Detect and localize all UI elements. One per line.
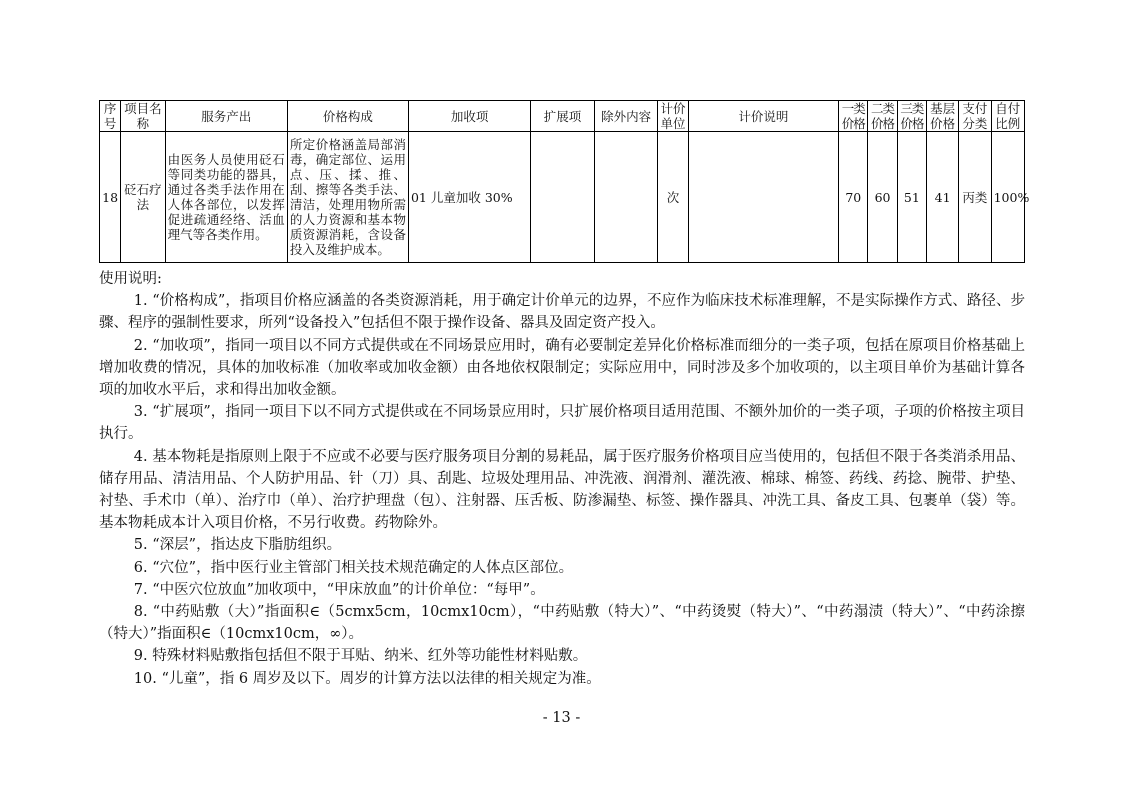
cell-price-composition: 所定价格涵盖局部消毒，确定部位、运用点、压、揉、推、刮、擦等各类手法、清洁，处理用物所需的人力资源和基本物质资源消耗，含设备投入及维护成本。 xyxy=(287,132,408,263)
note-item: 7. “中医穴位放血”加收项中，“甲床放血”的计价单位：“每甲”。 xyxy=(133,581,545,598)
table-row xyxy=(100,132,1025,263)
header-exclusion: 除外内容 xyxy=(594,101,658,132)
cell-payment-category: 丙类 xyxy=(959,132,991,263)
table-header-row xyxy=(100,101,1025,132)
usage-notes-heading: 使用说明: xyxy=(99,271,162,287)
cell-service-output: 由医务人员使用砭石等同类功能的器具，通过各类手法作用在人体各部位，以发挥促进疏通经络、活血理气等各类作用。 xyxy=(165,132,287,263)
note-item: 3. “扩展项”，指同一项目下以不同方式提供或在不同场景应用时，只扩展价格项目适用范围、不额外加价的一类子项，子项的价格按主项目执行。 xyxy=(99,404,1025,443)
cell-surcharge: 01 儿童加收 30% xyxy=(408,132,530,263)
header-price-class1: 一类价格 xyxy=(839,101,868,132)
usage-notes xyxy=(99,268,1025,690)
header-price-class3: 三类价格 xyxy=(897,101,926,132)
cell-price-class1: 70 xyxy=(839,132,868,263)
cell-index: 18 xyxy=(100,132,121,263)
note-item: 1. “价格构成”，指项目价格应涵盖的各类资源消耗，用于确定计价单元的边界，不应作为临床技术标准理解，不是实际操作方式、路径、步骤、程序的强制性要求，所列“设备投入”包括但不限于操作设备、器具及固定资产投入。 xyxy=(99,293,1025,332)
cell-pricing-note xyxy=(688,132,838,263)
header-surcharge: 加收项 xyxy=(408,101,530,132)
cell-price-class2: 60 xyxy=(868,132,897,263)
note-item: 4. 基本物耗是指原则上限于不应或不必要与医疗服务项目分割的易耗品，属于医疗服务价格项目应当使用的，包括但不限于各类消杀用品、储存用品、清洁用品、个人防护用品、针（刀）具、刮匙、垃圾处理用品、冲洗液、润滑剂、灌洗液、棉球、棉签、药线、药捻、腕带、护垫、衬垫、手术巾（单）、治疗巾（单）、治疗护理盘（包）、注射器、压舌板、防渗漏垫、标签、操作器具、冲洗工具、备皮工具、包裹单（袋）等。基本物耗成本计入项目价格，不另行收费。药物除外。 xyxy=(99,448,1025,532)
header-price-composition: 价格构成 xyxy=(287,101,408,132)
header-unit: 计价单位 xyxy=(658,101,688,132)
cell-exclusion xyxy=(594,132,658,263)
cell-price-class3: 51 xyxy=(897,132,926,263)
page-number: - 13 - xyxy=(542,710,581,726)
header-service-output: 服务产出 xyxy=(165,101,287,132)
pricing-table xyxy=(99,100,1030,263)
note-item: 5. “深层”，指达皮下脂肪组织。 xyxy=(133,537,342,554)
header-index: 序号 xyxy=(100,101,121,132)
note-item: 9. 特殊材料贴敷指包括但不限于耳贴、纳米、红外等功能性材料贴敷。 xyxy=(133,648,588,665)
cell-unit: 次 xyxy=(658,132,688,263)
cell-price-basic: 41 xyxy=(926,132,958,263)
header-payment-category: 支付分类 xyxy=(959,101,991,132)
cell-self-pay-ratio: 100% xyxy=(991,132,1024,263)
note-item: 10. “儿童”，指 6 周岁及以下。周岁的计算方法以法律的相关规定为准。 xyxy=(133,670,601,687)
header-price-basic: 基层价格 xyxy=(926,101,958,132)
header-self-pay-ratio: 自付比例 xyxy=(991,101,1024,132)
header-extension: 扩展项 xyxy=(531,101,595,132)
header-price-class2: 二类价格 xyxy=(868,101,897,132)
header-item-name: 项目名称 xyxy=(121,101,165,132)
note-item: 8. “中药贴敷（大）”指面积∈（5cmx5cm，10cmx10cm），“中药贴敷（特大）”、“中药烫熨（特大）”、“中药溻渍（特大）”、“中药涂擦（特大）”指面积∈（10cmx10cm，∞）。 xyxy=(99,604,1025,643)
header-pricing-note: 计价说明 xyxy=(688,101,838,132)
cell-extension xyxy=(531,132,595,263)
cell-item-name: 砭石疗法 xyxy=(121,132,165,263)
note-item: 6. “穴位”，指中医行业主管部门相关技术规范确定的人体点区部位。 xyxy=(133,559,574,576)
note-item: 2. “加收项”，指同一项目以不同方式提供或在不同场景应用时，确有必要制定差异化价格标准而细分的一类子项，包括在原项目价格基础上增加收费的情况，具体的加收标准（加收率或加收金额）由各地依权限制定；实际应用中，同时涉及多个加收项的，以主项目单价为基础计算各项的加收水平后，求和得出加收金额。 xyxy=(99,337,1025,399)
